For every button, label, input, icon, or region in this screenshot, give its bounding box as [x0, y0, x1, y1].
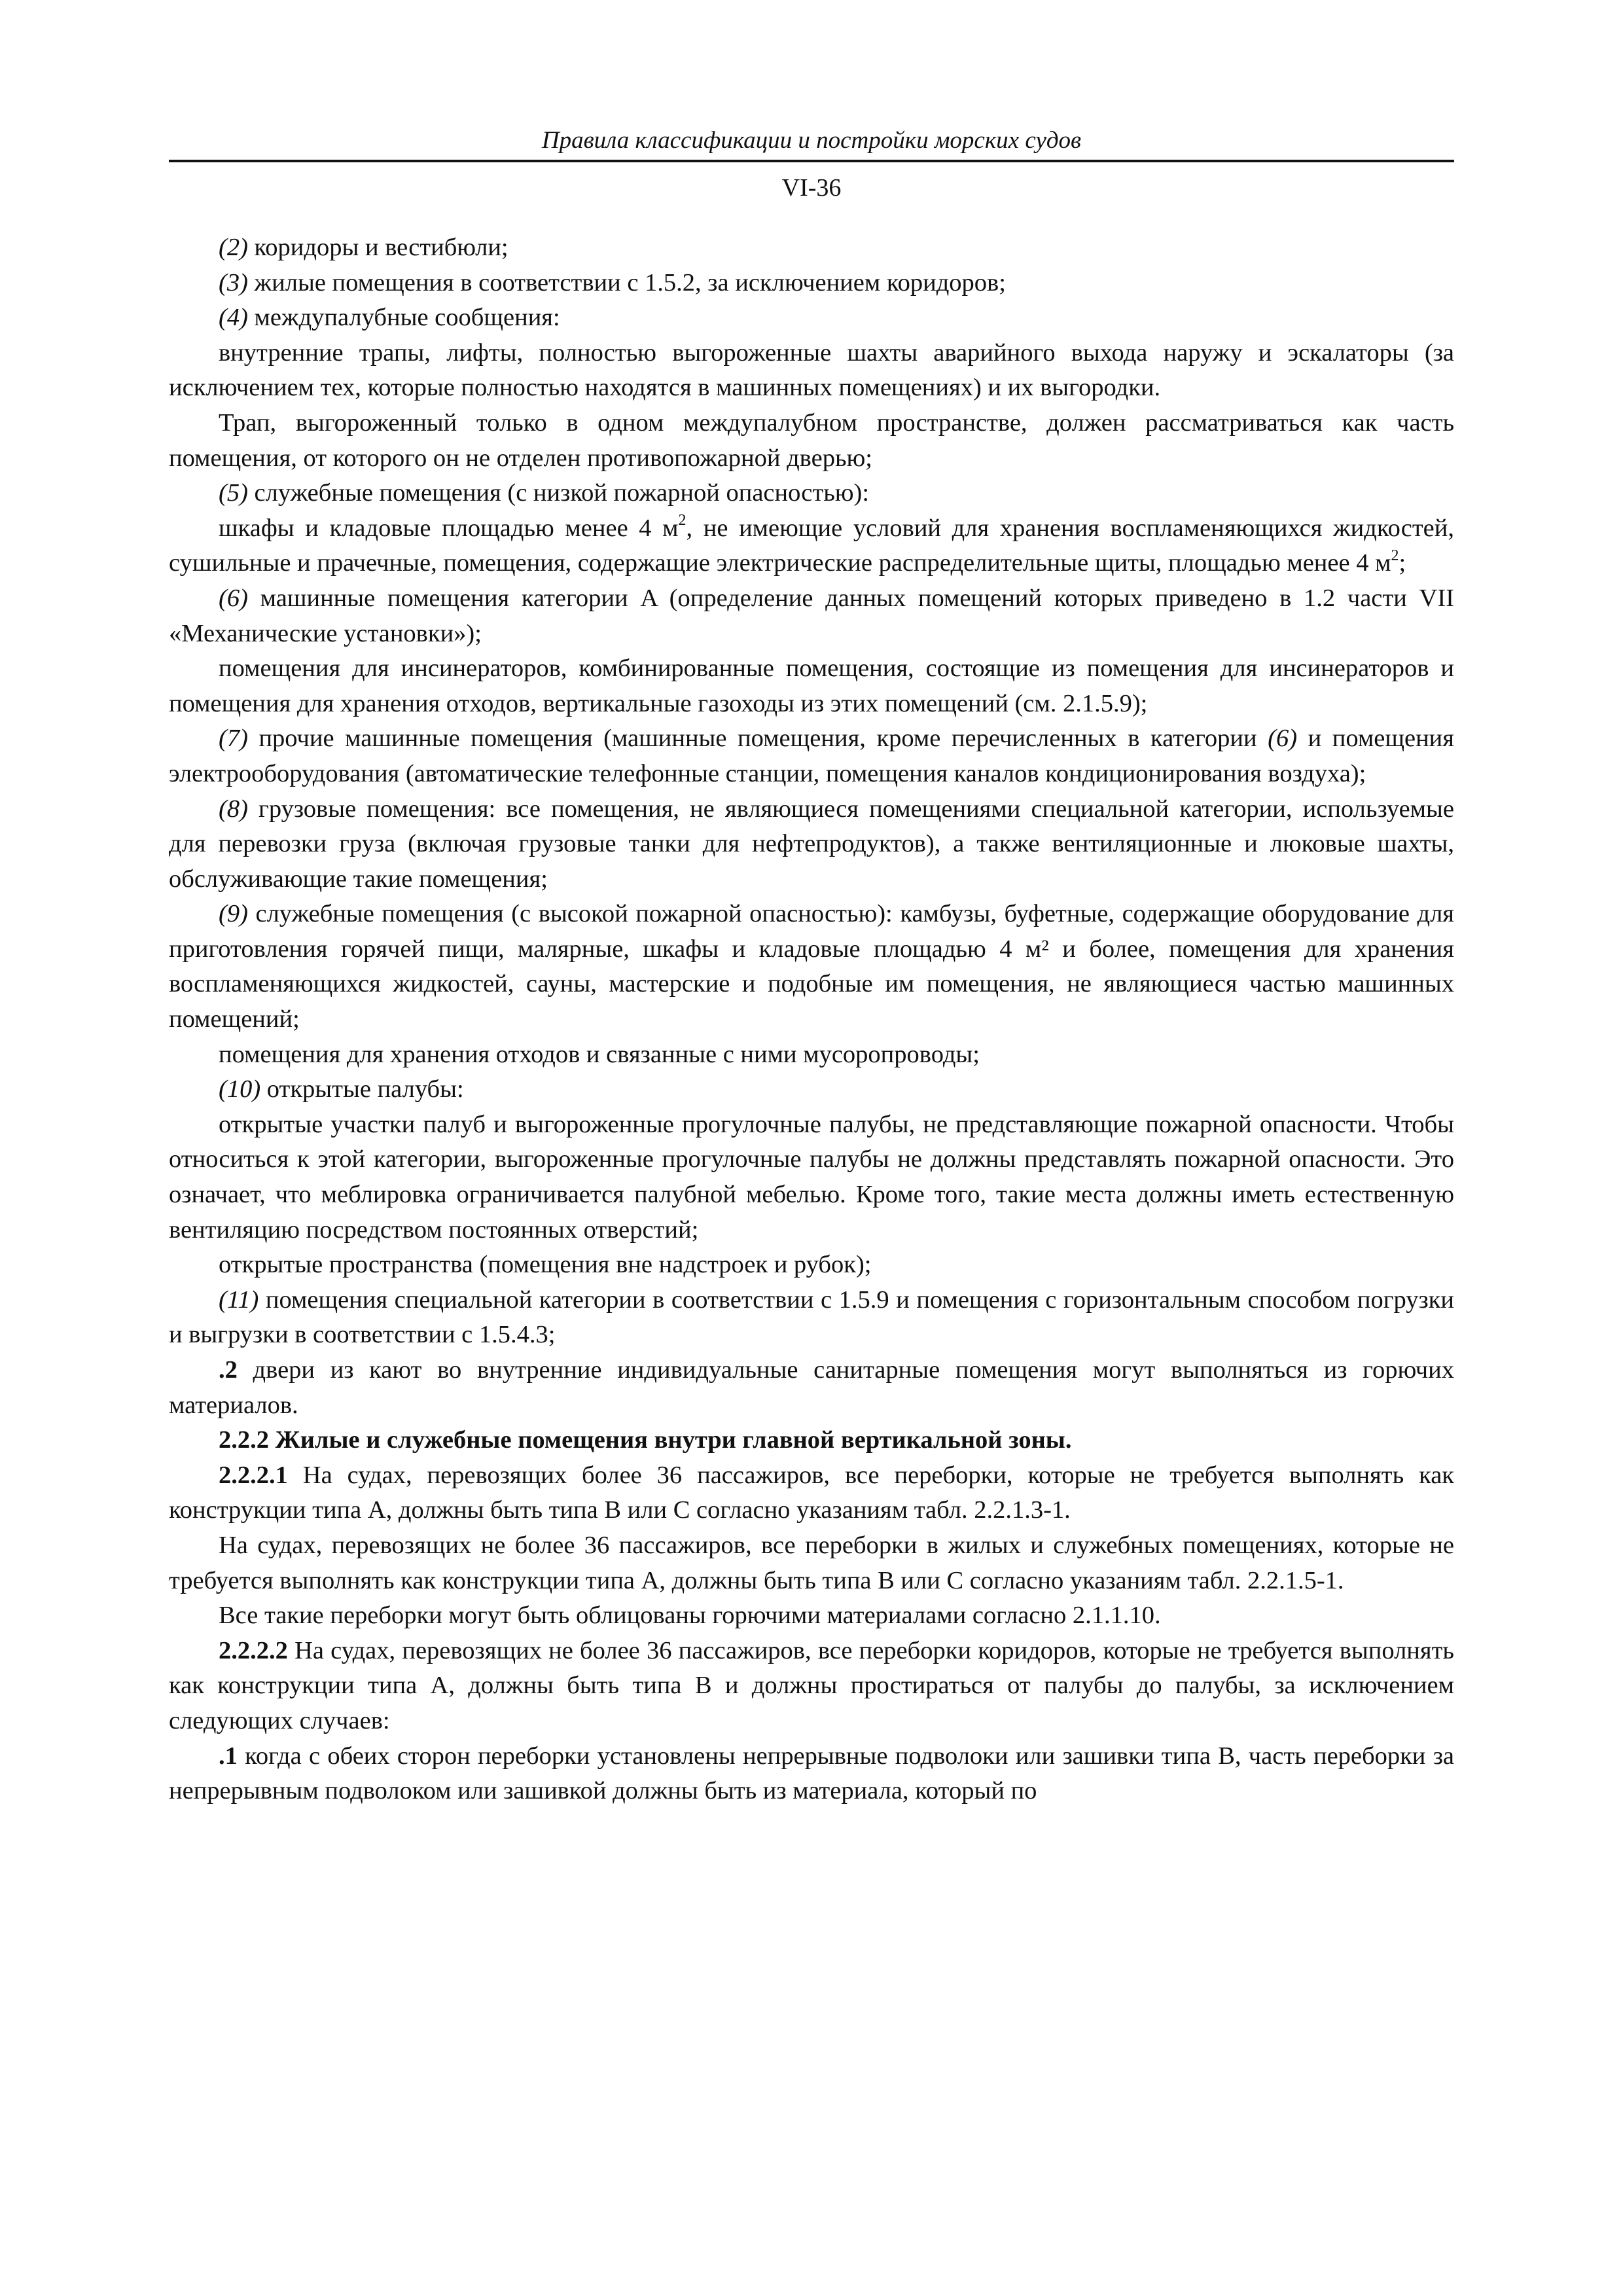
item-number: (6) [1268, 725, 1298, 753]
paragraph-text: помещения для инсинераторов, комбинированные помещения, состоящие из помещения для инсинераторов и помещения для хранения отходов, вертикальные газоходы из этих помещений (см. 2.1.5.9); [169, 655, 1454, 717]
item-number: (7) [219, 725, 248, 753]
paragraph-text: открытые участки палуб и выгороженные прогулочные палубы, не представляющие пожарной опасности. Чтобы относиться к этой категории, выгороженные прогулочные палубы не должны представлять пожарной опасности. Это означает, что меблировка ограничивается палубной мебелью. Кроме того, такие места должны иметь естественную вентиляцию посредством постоянных отверстий; [169, 1110, 1454, 1244]
paragraph [169, 792, 1454, 897]
document-page [169, 124, 1454, 1809]
paragraph-text: грузовые помещения: все помещения, не являющиеся помещениями специальной категории, используемые для перевозки груза (включая грузовые танки для нефтепродуктов), а также вентиляционные и люковые шахты, обслуживающие такие помещения; [169, 795, 1454, 893]
paragraph [169, 1107, 1454, 1247]
paragraph-text: машинные помещения категории A (определение данных помещений которых приведено в 1.2 части VII «Механические установки»); [169, 584, 1454, 647]
clause-number: 2.2.2.1 [219, 1461, 288, 1489]
section-heading: 2.2.2 Жилые и служебные помещения внутри главной вертикальной зоны. [219, 1426, 1072, 1454]
paragraph [169, 1598, 1454, 1634]
paragraph-text: служебные помещения (с низкой пожарной опасностью): [247, 479, 870, 507]
paragraph [169, 651, 1454, 721]
paragraph [169, 1247, 1454, 1283]
paragraph [169, 230, 1454, 266]
paragraph-text: помещения специальной категории в соответствии с 1.5.9 и помещения с горизонтальным способом погрузки и выгрузки в соответствии с 1.5.4.3; [169, 1285, 1454, 1349]
item-number: (5) [219, 479, 248, 507]
paragraph-text: служебные помещения (с высокой пожарной опасностью): камбузы, буфетные, содержащие оборудование для приготовления горячей пищи, малярные, шкафы и кладовые площадью 4 м² и более, помещения для хранения воспламеняющихся жидкостей, сауны, мастерские и подобные им помещения, не являющиеся частью машинных помещений; [169, 900, 1454, 1033]
paragraph [169, 336, 1454, 406]
paragraph-text: Все такие переборки могут быть облицованы горючими материалами согласно 2.1.1.10. [219, 1602, 1161, 1630]
clause-number: 2.2.2.2 [219, 1636, 288, 1664]
paragraph-text: когда с обеих сторон переборки установлены непрерывные подволоки или зашивки типа B, часть переборки за непрерывным подволоком или зашивкой должны быть из материала, который по [169, 1742, 1454, 1805]
paragraph-text: и помещения электрооборудования (автоматические телефонные станции, помещения каналов кондиционирования воздуха); [169, 725, 1454, 787]
item-number: (4) [219, 304, 248, 332]
paragraph [169, 1528, 1454, 1598]
paragraph-text: двери из кают во внутренние индивидуальные санитарные помещения могут выполняться из горючих материалов. [169, 1356, 1454, 1419]
paragraph-text: На судах, перевозящих более 36 пассажиров, все переборки, которые не требуется выполнять как конструкции типа A, должны быть типа B или C согласно указаниям табл. 2.2.1.3-1. [169, 1461, 1454, 1524]
paragraph-text: внутренние трапы, лифты, полностью выгороженные шахты аварийного выхода наружу и эскалаторы (за исключением тех, которые полностью находятся в машинных помещениях) и их выгородки. [169, 338, 1454, 402]
paragraph-text: помещения для хранения отходов и связанные с ними мусоропроводы; [219, 1040, 980, 1068]
item-number: (9) [219, 900, 248, 928]
item-number: (11) [219, 1285, 259, 1314]
paragraph [169, 511, 1454, 581]
paragraph [169, 581, 1454, 651]
paragraph-text: На судах, перевозящих не более 36 пассажиров, все переборки коридоров, которые не требуется выполнять как конструкции типа A, должны быть типа B и должны простираться от палубы до палубы, за исключением следующих случаев: [169, 1636, 1454, 1734]
paragraph-text: шкафы и кладовые площадью менее 4 м [219, 514, 679, 542]
paragraph [169, 1037, 1454, 1073]
paragraph [169, 1283, 1454, 1353]
paragraph-text: прочие машинные помещения (машинные помещения, кроме перечисленных в категории [247, 725, 1268, 753]
paragraph [169, 266, 1454, 301]
paragraph [169, 406, 1454, 476]
paragraph [169, 1634, 1454, 1739]
paragraph [169, 721, 1454, 791]
item-number: (10) [219, 1075, 261, 1103]
document-body [169, 230, 1454, 1809]
clause-number: .2 [219, 1356, 238, 1384]
paragraph-text: Трап, выгороженный только в одном междупалубном пространстве, должен рассматриваться как часть помещения, от которого он не отделен противопожарной дверью; [169, 408, 1454, 472]
superscript: 2 [1391, 547, 1399, 564]
paragraph [169, 476, 1454, 511]
paragraph-text: На судах, перевозящих не более 36 пассажиров, все переборки в жилых и служебных помещениях, которые не требуется выполнять как конструкции типа A, должны быть типа B или C согласно указаниям табл. 2.2.1.5-1. [169, 1531, 1454, 1594]
item-number: (2) [219, 234, 248, 261]
running-title: Правила классификации и постройки морских судов [169, 124, 1454, 162]
item-number: (6) [219, 584, 248, 612]
paragraph-text: коридоры и вестибюли; [247, 234, 508, 261]
item-number: (8) [219, 795, 248, 823]
page-number: VI-36 [781, 174, 842, 202]
paragraph-text: ; [1399, 549, 1406, 577]
paragraph [169, 1458, 1454, 1528]
paragraph [169, 897, 1454, 1037]
superscript: 2 [678, 511, 687, 529]
item-number: (3) [219, 268, 248, 296]
paragraph-text: открытые пространства (помещения вне надстроек и рубок); [219, 1251, 872, 1279]
paragraph-text: жилые помещения в соответствии с 1.5.2, за исключением коридоров; [247, 268, 1006, 296]
paragraph-text: открытые палубы: [260, 1075, 464, 1103]
paragraph-text: , не имеющие условий для хранения воспламеняющихся жидкостей, сушильные и прачечные, помещения, содержащие электрические распределительные щиты, площадью менее 4 м [169, 514, 1455, 577]
paragraph [169, 300, 1454, 336]
paragraph [169, 1072, 1454, 1107]
paragraph-text: междупалубные сообщения: [247, 304, 560, 332]
clause-number: .1 [219, 1742, 238, 1770]
paragraph [169, 1739, 1454, 1809]
paragraph [169, 1353, 1454, 1423]
